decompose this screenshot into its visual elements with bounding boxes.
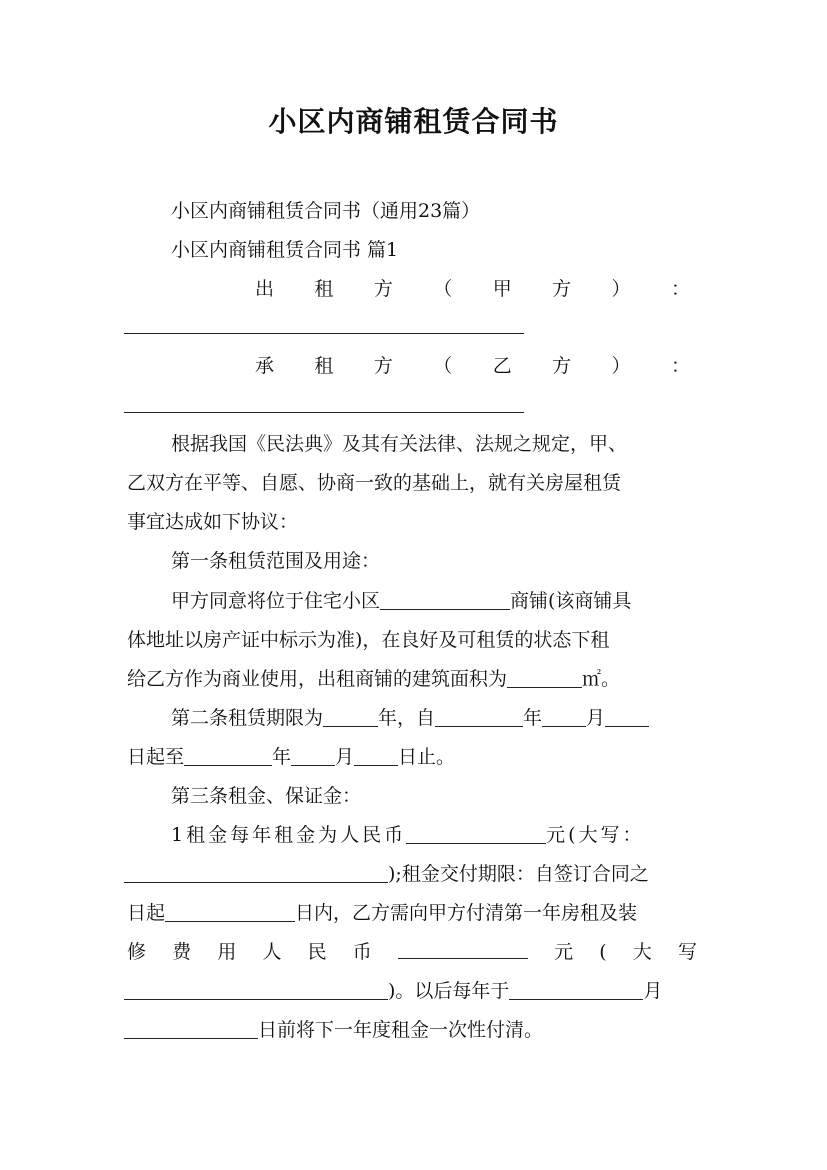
text-segment: ㎡。 [582,668,621,690]
article-3-line [124,862,649,886]
party-b-char: 承 [255,355,275,377]
blank-field [291,747,335,766]
blank-field [124,981,388,1000]
text-char: 写 [677,941,697,963]
text-segment: 日起 [127,902,166,924]
blank-field [542,708,586,727]
party-a-char: （ [433,278,453,300]
text-char: 修 [127,941,147,963]
text-segment: 第二条租赁期限为 [171,707,324,729]
party-b-char: 租 [314,355,334,377]
text-char: 币 [352,941,372,963]
text-segment: 年 [523,707,543,729]
blank-field [323,708,378,727]
party-a-char: 方 [373,278,393,300]
blank-field [124,1020,258,1039]
party-b-char: 乙 [492,355,512,377]
article-1-line: 体地址以房产证中标示为准)，在良好及可租赁的状态下租 [127,629,610,651]
text-segment: )。以后每年于 [388,980,510,1002]
article-3-line [127,901,637,925]
text-char: 费 [172,941,192,963]
party-b-line [255,354,690,378]
text-char: 用 [217,941,237,963]
party-a-char: 甲 [492,278,512,300]
party-a-char: ） [611,278,631,300]
text-segment: 甲方同意将位于住宅小区 [171,590,381,612]
article-1-heading: 第一条租赁范围及用途： [171,550,381,572]
blank-field [184,747,272,766]
party-a-line [255,277,690,301]
party-a-char: 方 [552,278,572,300]
article-2-line [171,706,649,730]
article-3-line [124,1018,543,1042]
article-3-line [127,940,697,964]
party-a-char: 出 [255,278,275,300]
party-b-blank [124,412,524,413]
intro-line: 事宜达成如下协议： [127,511,299,533]
blank-field [509,981,643,1000]
text-segment: 日起至 [127,746,185,768]
document-title: 小区内商铺租赁合同书 [268,105,559,138]
text-segment: 月 [586,707,606,729]
article-3-heading: 第三条租金、保证金： [171,785,362,807]
blank-field [435,708,523,727]
text-char: 大 [632,941,652,963]
party-a-char: 租 [314,278,334,300]
party-b-char: ） [611,355,631,377]
blank-field [354,747,398,766]
article-3-line [171,823,645,847]
text-segment: 日前将下一年度租金一次性付清。 [258,1019,544,1041]
text-segment: 年，自 [378,707,436,729]
text-segment: 1租金每年租金为人民币 [171,824,407,846]
text-segment: 给乙方作为商业使用，出租商铺的建筑面积为 [127,668,508,690]
text-char: ( [599,941,607,963]
text-segment: 商铺(该商铺具 [510,590,632,612]
party-b-char: 方 [552,355,572,377]
blank-field [380,591,510,610]
text-segment: 年 [272,746,292,768]
blank-field [406,825,546,844]
party-b-char: （ [433,355,453,377]
blank-field [124,864,388,883]
blank-field [507,669,582,688]
article-2-line [127,745,455,769]
text-segment: );租金交付期限：自签订合同之 [388,863,649,885]
text-char: 人 [262,941,282,963]
party-a-blank [124,333,524,334]
document-subtitle: 小区内商铺租赁合同书（通用23篇） [171,200,481,222]
text-segment: 元(大写： [546,824,645,846]
blank-field [605,708,649,727]
party-a-char: ： [670,278,690,300]
blank-field [165,903,295,922]
article-1-line [127,667,620,691]
party-b-char: 方 [373,355,393,377]
text-segment: 日内，乙方需向甲方付清第一年房租及装 [295,902,638,924]
article-1-line [171,589,631,613]
intro-line: 根据我国《民法典》及其有关法律、法规之规定，甲、 [171,433,628,455]
text-segment: 日止。 [398,746,456,768]
text-segment: 月 [643,980,663,1002]
text-char: 元 [554,941,574,963]
article-3-line [124,979,662,1003]
text-segment: 月 [335,746,355,768]
intro-line: 乙双方在平等、自愿、协商一致的基础上，就有关房屋租赁 [127,472,622,494]
blank-field [398,940,528,959]
text-char: 民 [307,941,327,963]
section-heading: 小区内商铺租赁合同书 篇1 [171,239,399,261]
party-b-char: ： [670,355,690,377]
